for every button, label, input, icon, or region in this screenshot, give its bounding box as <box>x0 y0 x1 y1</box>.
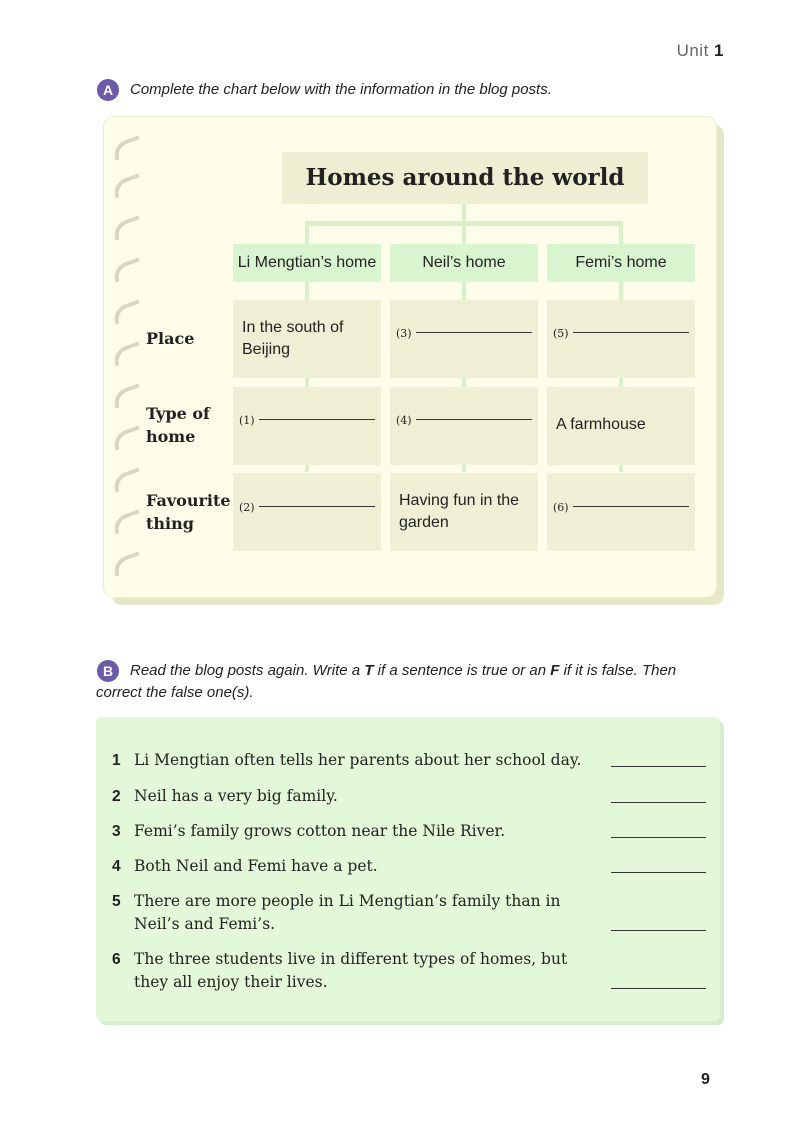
blank-number: (2) <box>239 501 255 514</box>
blank-number: (1) <box>239 414 255 427</box>
unit-label <box>677 41 724 61</box>
row-label: Favourite thing <box>146 491 231 533</box>
statement-number: 2 <box>112 788 121 805</box>
instruction-text: if it is false. Then correct the false one(s). <box>96 662 677 701</box>
cell-text: A farmhouse <box>556 416 646 433</box>
chart-cell <box>390 300 538 378</box>
statement-number: 4 <box>112 858 121 875</box>
unit-text: Unit <box>676 41 709 60</box>
statement-text: Femi’s family grows cotton near the Nile River. <box>134 822 506 840</box>
chart-cell <box>233 300 381 378</box>
statement-number: 5 <box>112 893 121 910</box>
answer-blank[interactable] <box>611 747 706 767</box>
chart-cell <box>547 387 695 465</box>
chart-title: Homes around the world <box>305 164 625 191</box>
cell-text: Having fun in the garden <box>399 492 520 531</box>
answer-blank[interactable] <box>611 783 706 803</box>
column-header: Li Mengtian’s home <box>233 244 381 282</box>
blank-number: (6) <box>553 501 569 514</box>
answer-blank[interactable] <box>416 332 532 333</box>
row-label: Place <box>146 329 195 348</box>
statement-text: Li Mengtian often tells her parents about her school day. <box>134 751 582 769</box>
page-number: 9 <box>701 1071 710 1088</box>
instruction-text: Read the blog posts again. Write a <box>130 662 365 679</box>
statement-text: There are more people in Li Mengtian’s family than in Neil’s and Femi’s. <box>134 892 561 933</box>
instruction-bold-t: T <box>364 662 374 679</box>
connector-line <box>619 221 623 244</box>
chart-cell <box>390 387 538 465</box>
section-a-badge: A <box>97 79 119 101</box>
statement-text: The three students live in different types of homes, but they all enjoy their lives. <box>134 950 568 991</box>
chart-cell <box>547 300 695 378</box>
column-header: Femi’s home <box>547 244 695 282</box>
chart-cell <box>390 473 538 551</box>
answer-blank[interactable] <box>611 853 706 873</box>
answer-blank[interactable] <box>416 419 532 420</box>
blank-number: (3) <box>396 327 412 340</box>
statement-text: Both Neil and Femi have a pet. <box>134 857 378 875</box>
chart-cell <box>233 387 381 465</box>
chart-title-box <box>282 152 648 204</box>
statement-number: 6 <box>112 951 121 968</box>
answer-blank[interactable] <box>611 969 706 989</box>
instruction-text: if a sentence is true or an <box>373 662 551 679</box>
chart-cell <box>547 473 695 551</box>
section-b-badge: B <box>97 660 119 682</box>
connector-line <box>305 221 309 244</box>
chart-cell <box>233 473 381 551</box>
cell-text: In the south of Beijing <box>242 319 344 358</box>
section-b-instruction <box>96 660 716 704</box>
blank-number: (4) <box>396 414 412 427</box>
connector-line <box>462 221 466 244</box>
statement-text: Neil has a very big family. <box>134 787 338 805</box>
unit-number: 1 <box>714 41 724 60</box>
answer-blank[interactable] <box>259 506 375 507</box>
column-header: Neil’s home <box>390 244 538 282</box>
row-label: Type of home <box>146 404 210 446</box>
instruction-bold-f: F <box>550 662 560 679</box>
answer-blank[interactable] <box>611 911 706 931</box>
answer-blank[interactable] <box>573 332 689 333</box>
section-a-instruction: Complete the chart below with the information in the blog posts. <box>130 81 552 98</box>
statement-number: 3 <box>112 823 121 840</box>
blank-number: (5) <box>553 327 569 340</box>
answer-blank[interactable] <box>259 419 375 420</box>
answer-blank[interactable] <box>611 818 706 838</box>
answer-blank[interactable] <box>573 506 689 507</box>
statement-number: 1 <box>112 752 121 769</box>
